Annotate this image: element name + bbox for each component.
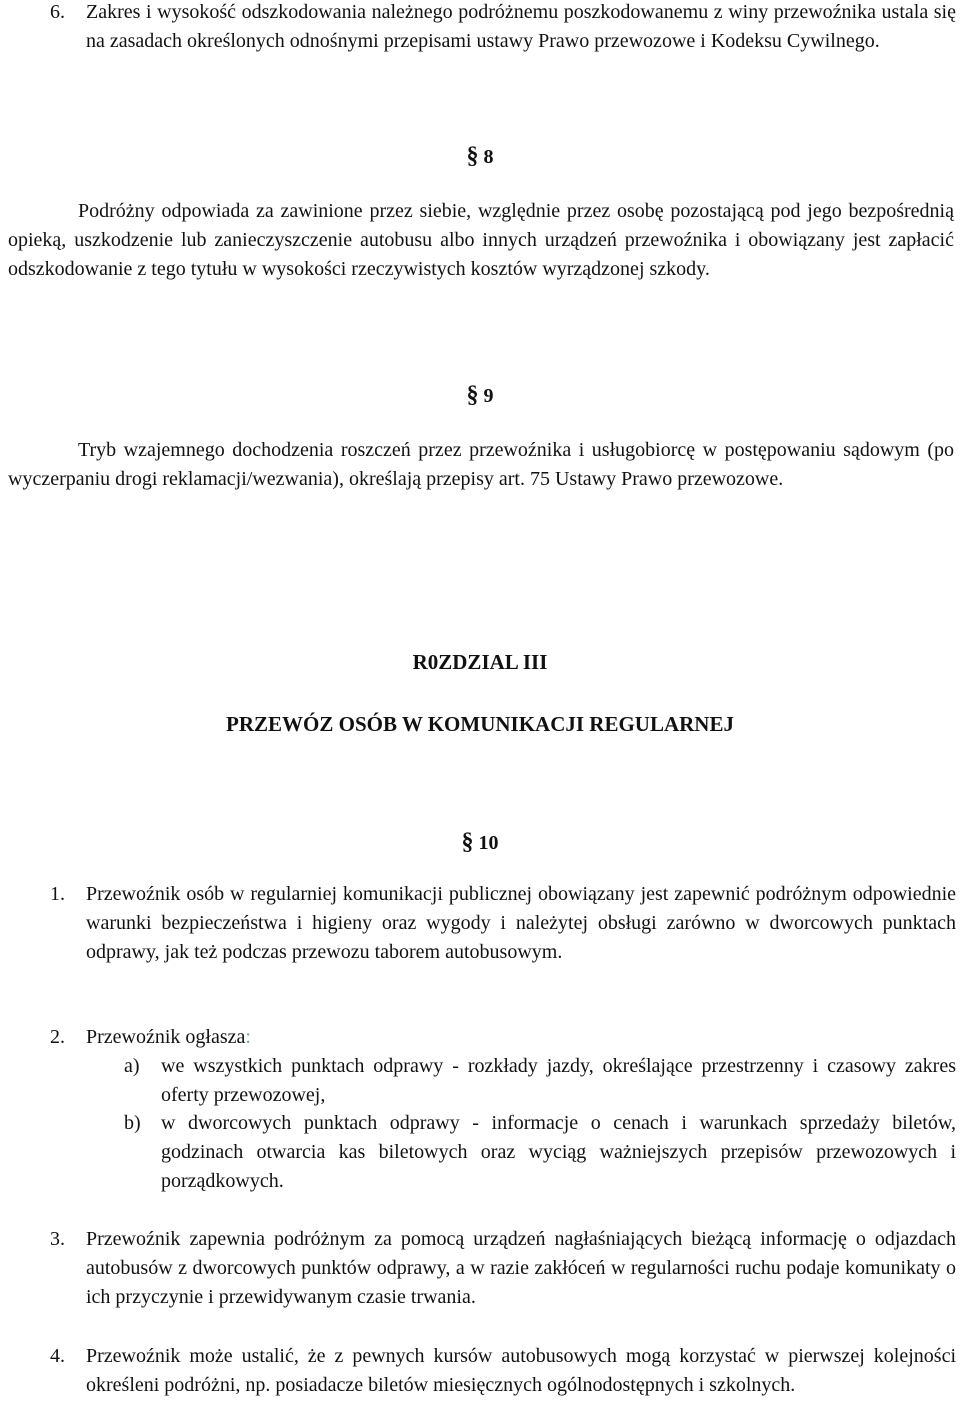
subitem-text: we wszystkich punktach odprawy - rozkłady jazdy, określające przestrzenny i czasowy zakres oferty przewozowej, [161, 1055, 956, 1106]
section-8-text: Podróżny odpowiada za zawinione przez siebie, względnie przez osobę pozostającą pod jego bezpośrednią opieką, uszkodzenie lub zanieczyszczenie autobusu albo innych urządzeń przewoźnika i obowiązany jest zapłacić odszkodowanie z tego tytułu w wysokości rzeczywistych kosztów wyrządzonej szkody. [8, 200, 954, 280]
section-8-heading [0, 140, 960, 173]
section-sign-icon: § [466, 382, 479, 408]
item-number: 3. [50, 1228, 65, 1250]
item-text: Przewoźnik może ustalić, że z pewnych kursów autobusowych mogą korzystać w pierwszej kolejności określeni podróżni, np. posiadacze biletów miesięcznych ogólnodostępnych i szkolnych. [86, 1345, 956, 1396]
section-8-number: 8 [483, 146, 494, 168]
item-text: Przewoźnik zapewnia podróżnym za pomocą urządzeń nagłaśniających bieżącą informację o odjazdach autobusów z dworcowych punktów odprawy, a w razie zakłóceń w regularności ruchu podaje komunikaty o ich przyczynie i przewidywanym czasie trwania. [86, 1228, 956, 1308]
section-9-heading [0, 379, 960, 412]
item-6-text: Zakres i wysokość odszkodowania należnego podróżnemu poszkodowanemu z winy przewoźnika ustala się na zasadach określonych odnośnymi przepisami ustawy Prawo przewozowe i Kodeksu Cywilnego. [86, 1, 956, 52]
section-10-item-4 [50, 1342, 956, 1400]
subitem-text: w dworcowych punktach odprawy - informacje o cenach i warunkach sprzedaży biletów, godzinach otwarcia kas biletowych oraz wyciąg ważniejszych przepisów przewozowych i porządkowych. [161, 1112, 956, 1192]
section-10-item-1 [50, 880, 956, 967]
item-2-colon: : [245, 1026, 251, 1048]
chapter-subtitle: PRZEWÓZ OSÓB W KOMUNIKACJI REGULARNEJ [226, 712, 734, 736]
section-10-heading [0, 826, 960, 859]
subitem-letter: a) [124, 1055, 140, 1077]
item-number: 1. [50, 883, 65, 905]
subitem-letter: b) [124, 1112, 141, 1134]
section-sign-icon: § [466, 143, 479, 169]
section-9-text: Tryb wzajemnego dochodzenia roszczeń przez przewoźnika i usługobiorcę w postępowaniu sądowym (po wyczerpaniu drogi reklamacji/wezwania), określają przepisy art. 75 Ustawy Prawo przewozowe. [8, 439, 954, 490]
section-10-item-2 [50, 1023, 956, 1052]
subitem-b [124, 1109, 956, 1196]
subitem-a [124, 1052, 956, 1110]
item-2-lead: Przewoźnik ogłasza [86, 1026, 246, 1048]
section-10-number: 10 [478, 832, 499, 854]
item-text [86, 1023, 956, 1052]
section-9-number: 9 [483, 385, 494, 407]
item-text: Przewoźnik osób w regularniej komunikacji publicznej obowiązany jest zapewnić podróżnym odpowiednie warunki bezpieczeństwa i higieny oraz wygody i należytej obsługi zarówno w dworcowych punktach odprawy, jak też podczas przewozu taborem autobusowym. [86, 883, 956, 963]
item-number: 4. [50, 1345, 65, 1367]
section-sign-icon: § [461, 829, 474, 855]
item-6 [50, 0, 956, 56]
item-6-number: 6. [50, 1, 65, 23]
chapter-title: R0ZDZIAL III [412, 650, 548, 674]
section-10-item-3 [50, 1225, 956, 1312]
item-number: 2. [50, 1026, 65, 1048]
